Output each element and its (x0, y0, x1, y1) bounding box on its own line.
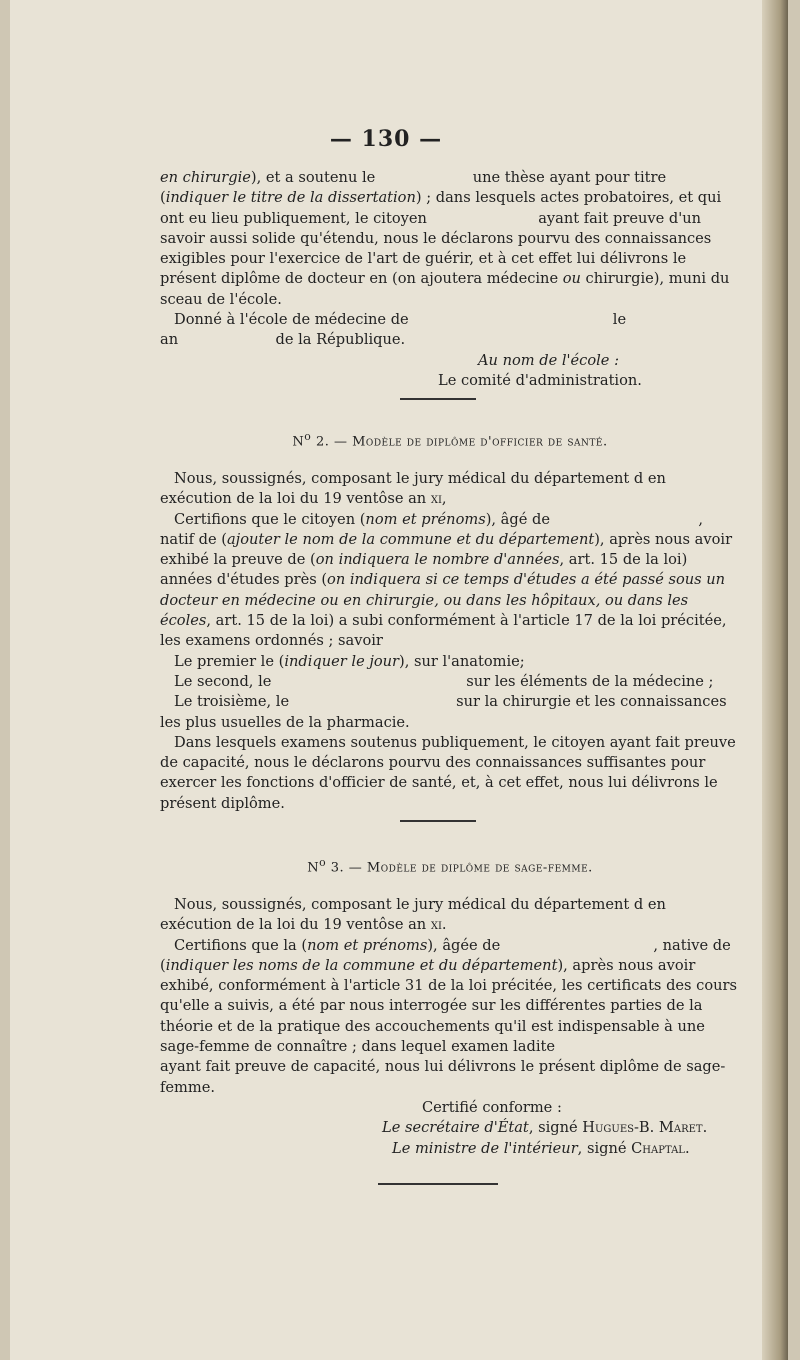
section-2-paragraph: Le second, le sur les éléments de la médecine ; (174, 672, 714, 690)
section-3-heading: $N^o$ 3. — Modèle de diplôme de sage-femme. (307, 856, 593, 876)
section-3-paragraph: Nous, soussignés, composant le jury médical du département d en exécution de la loi du 19 ventôse an xi. (160, 896, 666, 934)
end-rule (378, 1183, 498, 1185)
book-page (10, 0, 762, 1360)
section-2-paragraph: Le premier le (indiquer le jour), sur l'anatomie; (174, 652, 525, 670)
section-2-paragraph: Le troisième, le sur la chirurgie et les connaissances les plus usuelles de la pharmacie. (160, 693, 727, 731)
au-nom-line: Au nom de l'école : (478, 351, 619, 369)
comite-line: Le comité d'administration. (438, 371, 642, 389)
intro-paragraph: en chirurgie), et a soutenu le une thèse ayant pour titre (indiquer le titre de la dissertation) ; dans lesquels actes probatoires, et qui ont eu lieu publiquement, le citoyen ayant fait preuve d'un savoir aussi solide qu'étendu, nous le déclarons pourvu des connaissances exigibles pour l'exercice de l'art de guérir, et à cet effet lui délivrons le présent diplôme de docteur en (on ajoutera médecine ou chirurgie), muni du sceau de l'école. (160, 169, 730, 308)
year-line: an de la République. (160, 331, 406, 349)
given-at-line: Donné à l'école de médecine de le (174, 311, 627, 329)
section-2-paragraph: Certifions que le citoyen (nom et prénoms), âgé de , natif de (ajouter le nom de la commune et du département), après nous avoir exhibé la preuve de (on indiquera le nombre d'années, art. 15 de la loi) années d'études près (on indiquera si ce temps d'études a été passé sous un docteur en médecine ou en chirurgie, ou dans les hôpitaux, ou dans les écoles, art. 15 de la loi) a subi conformément à l'article 17 de la loi précitée, les examens ordonnés ; savoir (160, 510, 733, 650)
intro-text (160, 168, 738, 391)
section-2-heading: $N^o$ 2. — Modèle de diplôme d'officier de santé. (292, 430, 608, 450)
certifie-line: Certifié conforme : (422, 1098, 562, 1116)
ministre-line: Le ministre de l'intérieur, signé Chaptal. (392, 1139, 690, 1157)
secretaire-line: Le secrétaire d'État, signé Hugues-B. Maret. (382, 1119, 708, 1137)
section-3-paragraph: Certifions que la (nom et prénoms), âgée de , native de (indiquer les noms de la commune et du département), après nous avoir exhibé, conformément à l'article 31 de la loi précitée, les certificats des cours qu'elle a suivis, a été par nous interrogée sur les différentes parties de la théorie et de la pratique des accouchements qu'il est indispensable à une sage-femme de connaître ; dans lequel examen ladite ayant fait preuve de capacité, nous lui délivrons le présent diplôme de sage-femme. (160, 936, 737, 1096)
divider-rule (400, 820, 476, 822)
page-number: — 130 — (329, 126, 443, 152)
section-2-paragraph: Nous, soussignés, composant le jury médical du département d en exécution de la loi du 19 ventôse an xi, (160, 470, 666, 508)
section-2-text (160, 469, 738, 814)
section-3-text (160, 895, 738, 1159)
divider-rule (400, 398, 476, 400)
section-2-paragraph: Dans lesquels examens soutenus publiquement, le citoyen ayant fait preuve de capacité, nous le déclarons pourvu des connaissances suffisantes pour exercer les fonctions d'officier de santé, et, à cet effet, nous lui délivrons le présent diplôme. (160, 733, 736, 812)
